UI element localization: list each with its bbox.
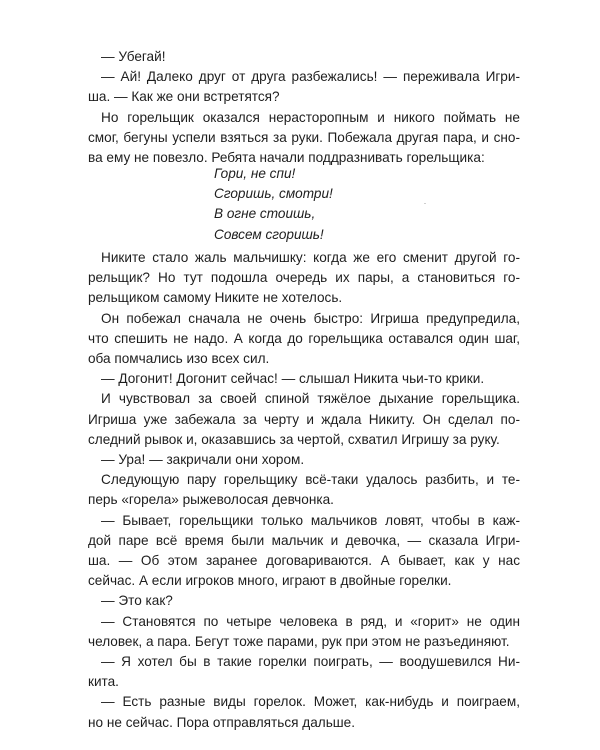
text-line: — Убегай! bbox=[101, 49, 166, 64]
text-line: что спешить не надо. А когда до горельщика оставался один шаг, bbox=[88, 330, 520, 346]
text-line: Следующую пару горельщику всё-таки удалось разбить, и те- bbox=[101, 472, 520, 488]
text-block-bottom bbox=[88, 248, 520, 733]
text-line: человек, а пара. Бегут тоже парами, рук при этом не разъединяют. bbox=[88, 633, 510, 649]
text-line: ва ему не повезло. Ребята начали поддразнивать горельщика: bbox=[88, 150, 485, 166]
page-speck bbox=[424, 203, 426, 204]
text-line: Игриша уже забежала за черту и ждала Никиту. Он сделал по- bbox=[88, 411, 520, 427]
text-line: ша. — Как же они встретятся? bbox=[88, 89, 280, 105]
text-line: оба помчались изо всех сил. bbox=[88, 351, 270, 367]
text-line: следний рывок и, оказавшись за чертой, схватил Игришу за руку. bbox=[88, 431, 500, 447]
text-line: рельщиком самому Никите не хотелось. bbox=[88, 290, 343, 306]
poem-line: Гори, не спи! bbox=[214, 166, 296, 181]
text-line: Но горельщик оказался нерасторопным и никого поймать не bbox=[101, 109, 520, 125]
text-line: рельщик? Но тут подошла очередь их пары, а становиться го- bbox=[88, 270, 520, 286]
text-line: дой паре всё время были мальчик и девочка, — сказала Игри- bbox=[88, 532, 520, 548]
text-line: Он побежал сначала не очень быстро: Игриша предупредила, bbox=[101, 310, 520, 326]
poem-line: Совсем сгоришь! bbox=[214, 226, 324, 242]
text-line: — Бывает, горельщики только мальчиков ловят, чтобы в каж- bbox=[101, 512, 520, 528]
text-line: сейчас. А если игроков много, играют в двойные горелки. bbox=[88, 573, 452, 589]
text-line: И чувствовал за своей спиной тяжёлое дыхание горельщика. bbox=[101, 391, 520, 407]
text-line: — Ай! Далеко друг от друга разбежались! — переживала Игри- bbox=[101, 69, 520, 85]
text-line: — Есть разные виды горелок. Может, как-нибудь и поиграем, bbox=[101, 694, 520, 710]
text-block-top bbox=[88, 47, 520, 168]
poem-line: Сгоришь, смотри! bbox=[214, 186, 333, 202]
text-line: — Это как? bbox=[101, 593, 173, 609]
poem bbox=[214, 164, 333, 245]
text-line: — Ура! — закричали они хором. bbox=[101, 452, 305, 468]
text-line: но не сейчас. Пора отправляться дальше. bbox=[88, 714, 356, 730]
text-line: перь «горела» рыжеволосая девчонка. bbox=[88, 492, 334, 508]
text-line: — Догонит! Догонит сейчас! — слышал Никита чьи-то крики. bbox=[101, 371, 485, 387]
text-line: — Становятся по четыре человека в ряд, и «горит» не один bbox=[101, 613, 520, 629]
text-line: Никите стало жаль мальчишку: когда же его сменит другой го- bbox=[101, 250, 520, 265]
text-line: смог, бегуны успели взяться за руки. Побежала другая пара, и сно- bbox=[88, 129, 520, 145]
text-line: кита. bbox=[88, 674, 119, 690]
poem-line: В огне стоишь, bbox=[214, 206, 316, 222]
text-line: ша. — Об этом заранее договариваются. А бывает, как у нас bbox=[88, 553, 520, 569]
text-line: — Я хотел бы в такие горелки поиграть, — воодушевился Ни- bbox=[101, 654, 520, 670]
